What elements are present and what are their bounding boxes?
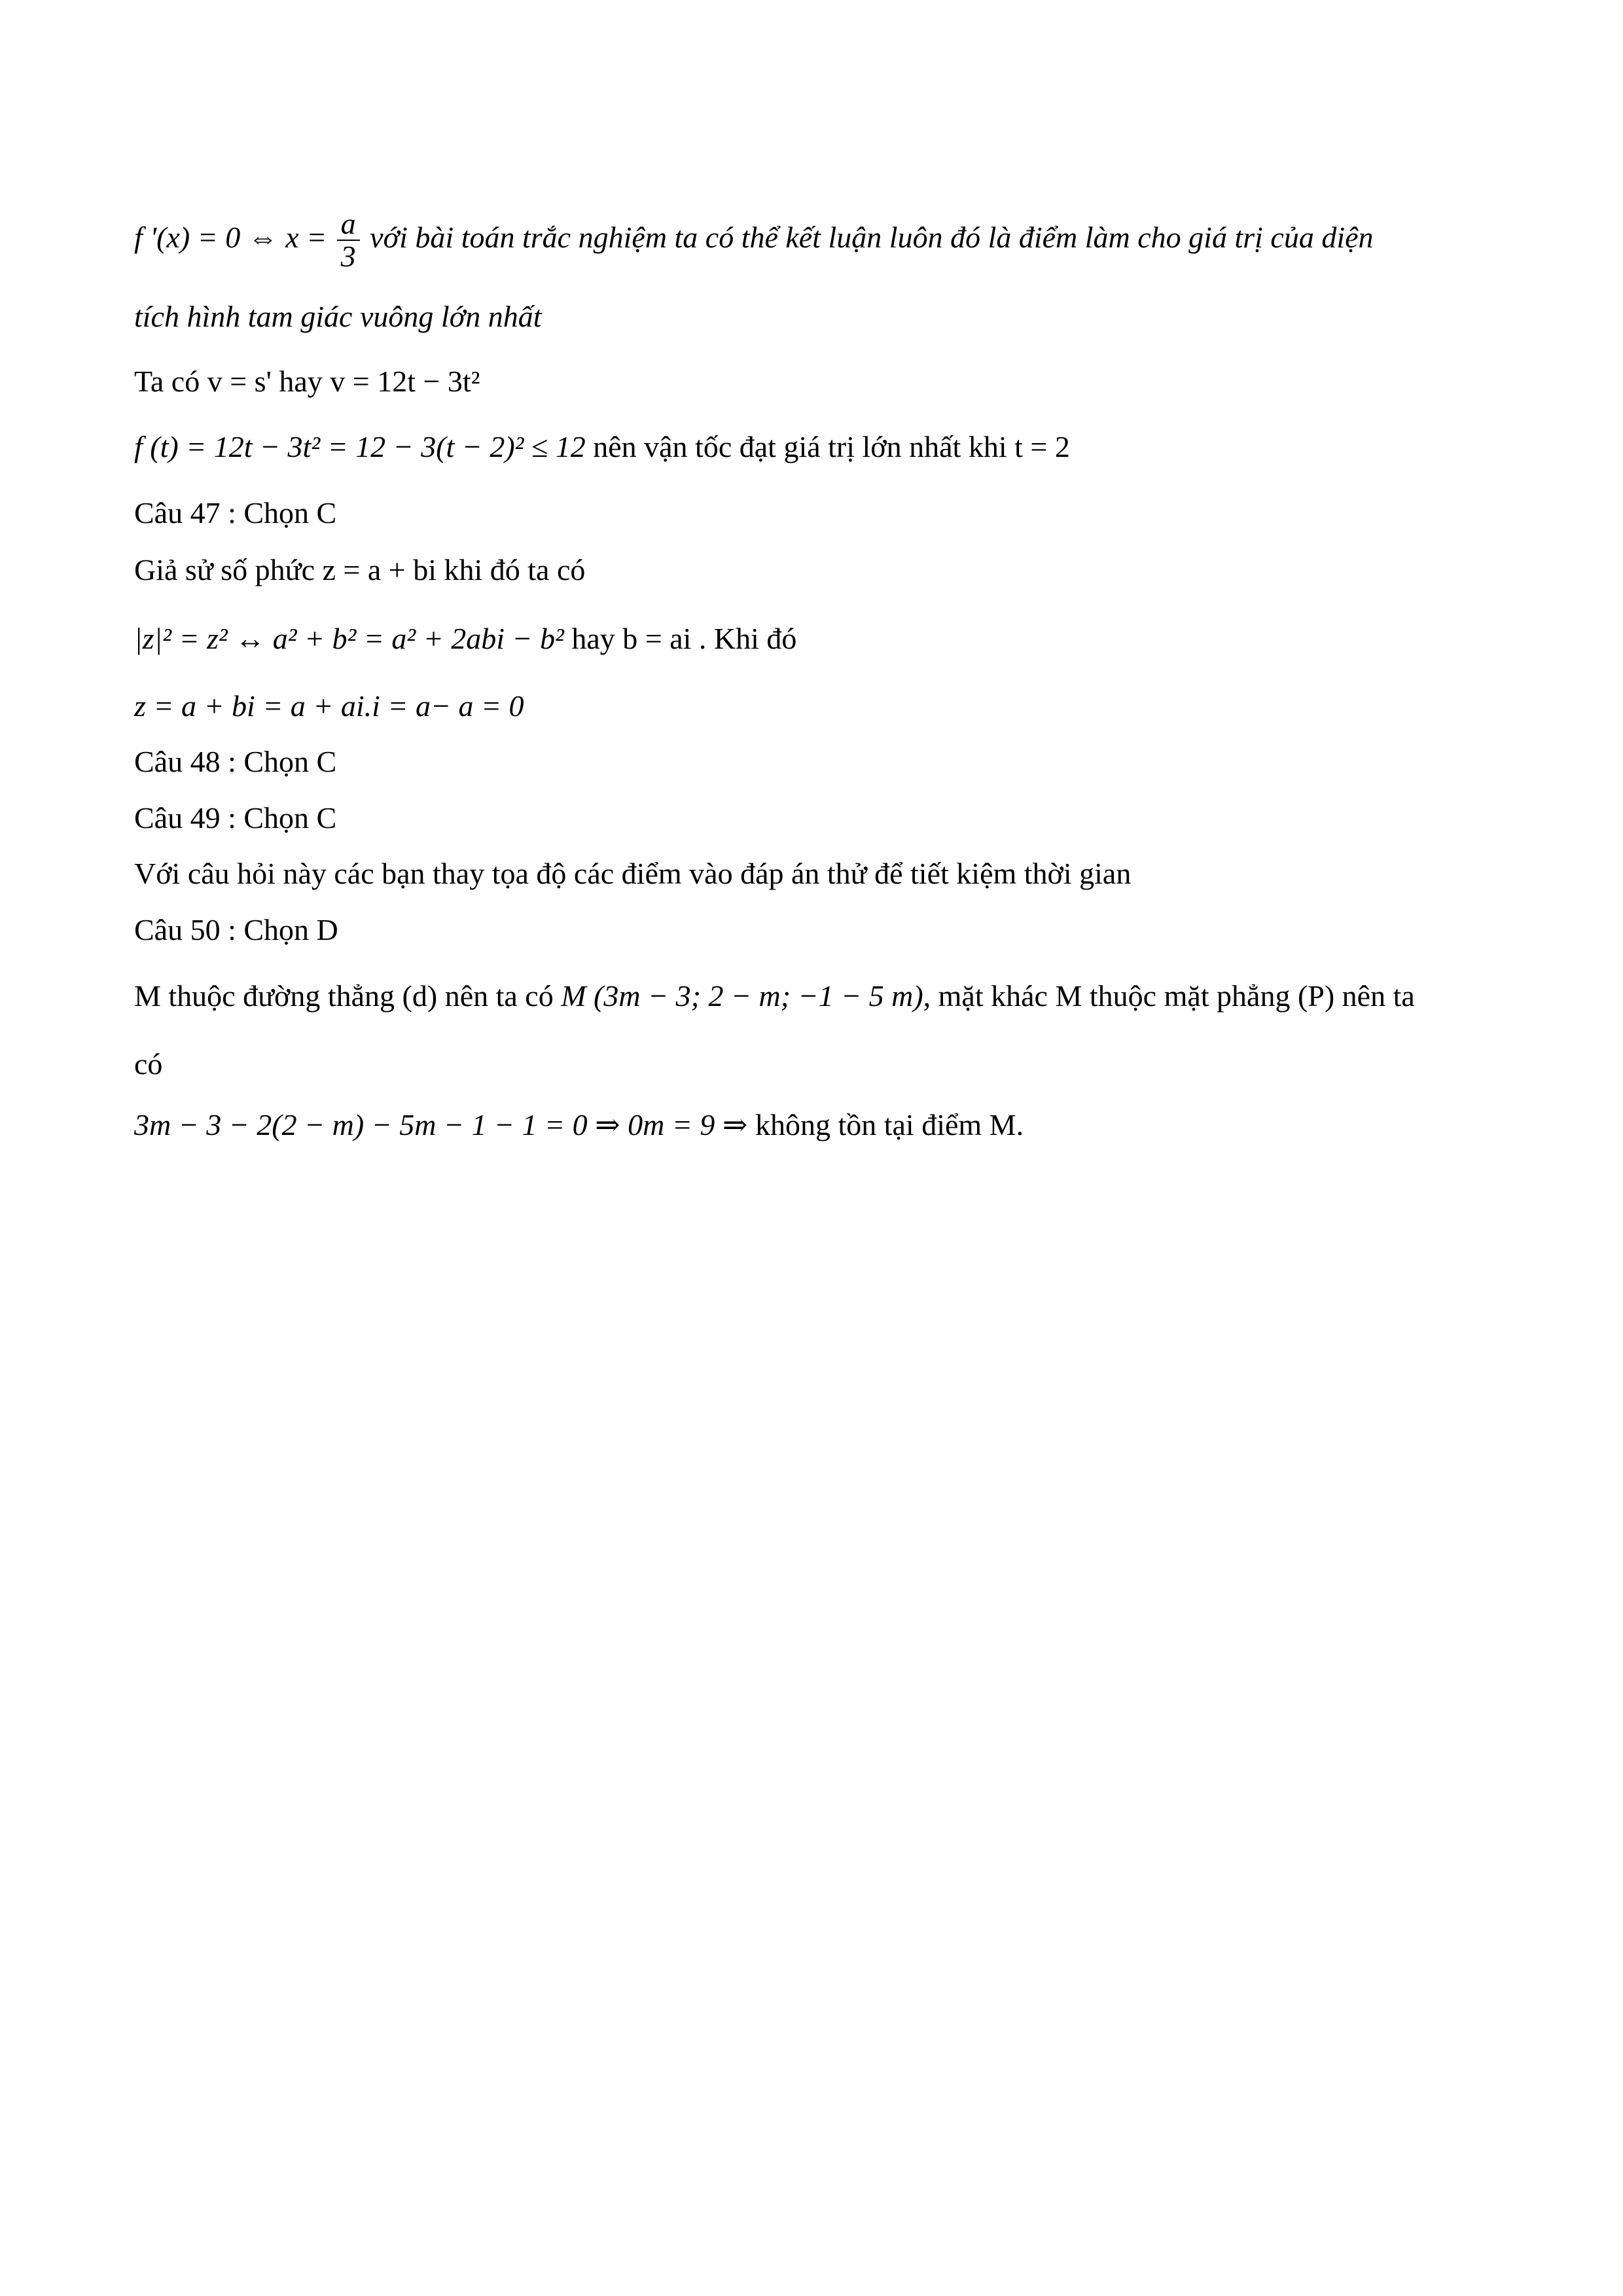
line-co: có	[134, 1047, 163, 1081]
text-no-point: không tồn tại điểm M.	[747, 1108, 1024, 1141]
math-derivative: f '(x) = 0 ⇔ x =	[134, 220, 334, 254]
fraction-a-over-3	[337, 208, 360, 273]
math-velocity-bound: f (t) = 12t − 3t² = 12 − 3(t − 2)² ≤ 12	[134, 430, 586, 463]
text-point-plane: , mặt khác M thuộc mặt phẳng (P) nên ta	[923, 979, 1415, 1013]
fraction-numerator: a	[337, 208, 360, 241]
line-complex-assume: Giả sử số phức z = a + bi khi đó ta có	[134, 553, 586, 586]
text-conclusion: với bài toán trắc nghiệm ta có thể kết luận luôn đó là điểm làm cho giá trị của diện	[362, 220, 1374, 254]
line-hint-49: Với câu hỏi này các bạn thay tọa độ các điểm vào đáp án thử để tiết kiệm thời gian	[134, 857, 1132, 890]
text-velocity-max: nên vận tốc đạt giá trị lớn nhất khi t = 2	[585, 430, 1070, 463]
line-complex-equation	[134, 622, 796, 656]
answer-50: Câu 50 : Chọn D	[134, 913, 338, 946]
text-point-intro: M thuộc đường thẳng (d) nên ta có	[134, 979, 562, 1013]
line-point-on-line	[134, 979, 1415, 1014]
line-velocity: Ta có v = s' hay v = 12t − 3t²	[134, 365, 480, 398]
fraction-denominator: 3	[340, 240, 356, 274]
line-velocity-max	[134, 430, 1070, 465]
answer-48: Câu 48 : Chọn C	[134, 745, 337, 778]
text-complex-then: hay b = ai . Khi đó	[563, 622, 797, 655]
answer-47: Câu 47 : Chọn C	[134, 496, 337, 529]
line-plane-equation	[134, 1108, 1024, 1143]
line-derivative-condition	[134, 208, 1374, 273]
answer-49: Câu 49 : Chọn C	[134, 801, 337, 834]
line-triangle-area: tích hình tam giác vuông lớn nhất	[134, 300, 542, 333]
math-plane-substitution: 3m − 3 − 2(2 − m) − 5m − 1 − 1 = 0 ⇒ 0m = 9 ⇒	[134, 1108, 748, 1141]
math-modulus-equation: |z|² = z² ↔ a² + b² = a² + 2abi − b²	[134, 622, 564, 655]
math-point-m: M (3m − 3; 2 − m; −1 − 5 m)	[561, 979, 923, 1013]
math-complex-result: z = a + bi = a + ai.i = a− a = 0	[134, 689, 524, 723]
